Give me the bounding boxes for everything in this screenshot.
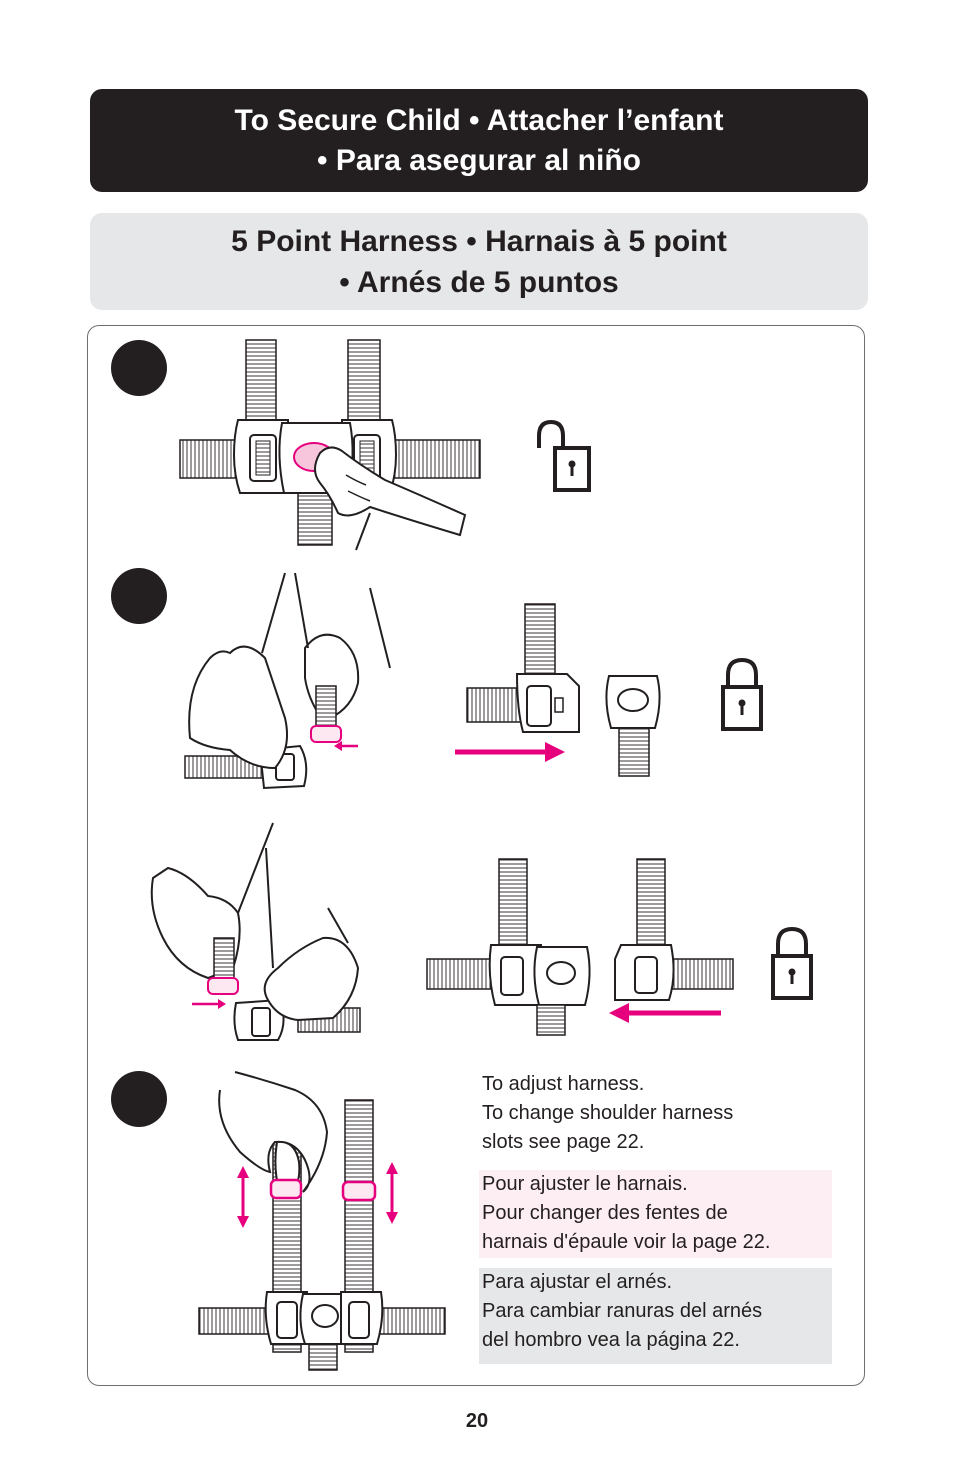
section-title-banner: [90, 89, 868, 192]
subsection-title-banner: [90, 213, 868, 310]
step-2-insert-second-tongue-illustration: [148, 818, 368, 1048]
section-title-line-1: To Secure Child • Attacher l’enfant: [234, 103, 724, 137]
instructions-french-line-3: harnais d'épaule voir la page 22.: [482, 1231, 771, 1253]
instructions-french-line-1: Pour ajuster le harnais.: [482, 1173, 688, 1195]
instructions-spanish: [479, 1268, 832, 1364]
instructions-english-line-3: slots see page 22.: [482, 1131, 645, 1153]
subsection-title-line-1: 5 Point Harness • Harnais à 5 point: [231, 224, 727, 258]
subsection-title-line-2: • Arnés de 5 puntos: [339, 265, 619, 299]
step-2-buckle-connect-illustration: [455, 600, 675, 780]
section-title-line-2: • Para asegurar al niño: [317, 143, 641, 177]
instructions-english-line-2: To change shoulder harness: [482, 1102, 734, 1124]
step-3-adjust-harness-illustration: [195, 1072, 450, 1372]
step-2-second-buckle-illustration: [425, 855, 745, 1040]
step-1-release-buckle-illustration: [170, 335, 480, 550]
step-2-insert-tongue-illustration: [180, 568, 420, 793]
locked-padlock-icon: [770, 924, 815, 999]
step-3-marker: [111, 1071, 167, 1127]
instructions-french-line-2: Pour changer des fentes de: [482, 1202, 728, 1224]
locked-padlock-icon: [720, 655, 765, 730]
page-number: 20: [465, 1410, 489, 1432]
unlocked-padlock-icon: [533, 418, 593, 493]
step-1-marker: [111, 340, 167, 396]
instructions-french: [479, 1170, 832, 1258]
instructions-spanish-line-2: Para cambiar ranuras del arnés: [482, 1300, 763, 1322]
instructions-spanish-line-3: del hombro vea la página 22.: [482, 1329, 740, 1351]
step-2-marker: [111, 568, 167, 624]
instructions-english: [482, 1070, 822, 1157]
instructions-spanish-line-1: Para ajustar el arnés.: [482, 1271, 673, 1293]
instructions-english-line-1: To adjust harness.: [482, 1073, 645, 1095]
